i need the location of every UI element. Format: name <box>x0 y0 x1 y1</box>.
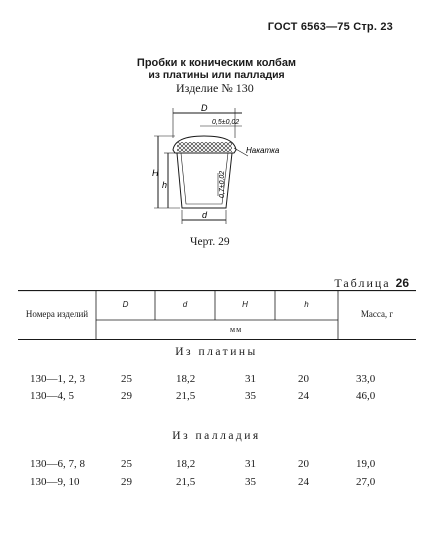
table-label-number: 26 <box>395 276 409 290</box>
cell-name: 130—6, 7, 8 <box>30 458 85 470</box>
cell-mass: 46,0 <box>356 390 376 402</box>
cell-mass: 33,0 <box>356 373 376 385</box>
label-h: h <box>162 180 168 190</box>
product-number: Изделие № 130 <box>176 81 254 95</box>
col-header-name: Номера изделий <box>25 309 89 319</box>
cell-mass: 19,0 <box>356 458 376 470</box>
cell-d: 18,2 <box>176 458 196 470</box>
knurl-pattern <box>177 142 232 152</box>
label-d: d <box>202 210 208 220</box>
cell-d: 21,5 <box>176 476 196 488</box>
table-label-word: Таблица <box>334 276 391 290</box>
label-D: D <box>201 103 208 113</box>
cell-mass: 27,0 <box>356 476 376 488</box>
label-H: H <box>152 168 159 178</box>
cell-h: 20 <box>298 458 309 470</box>
page-title-line2: из платины или палладия <box>148 69 285 81</box>
col-header-D: D <box>122 300 129 309</box>
table-row <box>0 390 433 403</box>
section-title-palladium: Из палладия <box>172 430 261 442</box>
cell-H: 35 <box>245 476 256 488</box>
page-header: ГОСТ 6563—75 Стр. 23 <box>267 21 393 33</box>
cell-H: 35 <box>245 390 256 402</box>
cell-d: 18,2 <box>176 373 196 385</box>
cell-D: 25 <box>121 373 132 385</box>
cell-h: 24 <box>298 476 309 488</box>
label-knurl: Накатка <box>246 146 280 155</box>
label-tolerance: 0,5±0,02 <box>212 119 240 126</box>
cell-h: 24 <box>298 390 309 402</box>
col-header-H: H <box>242 300 248 309</box>
cell-name: 130—1, 2, 3 <box>30 373 85 385</box>
cell-H: 31 <box>245 458 256 470</box>
table-label <box>334 276 409 291</box>
table-row <box>0 458 433 471</box>
stopper-drawing <box>130 98 300 238</box>
section-title-platinum: Из платины <box>175 346 258 358</box>
cell-D: 29 <box>121 390 132 402</box>
cell-D: 29 <box>121 476 132 488</box>
figure-caption: Черт. 29 <box>190 236 230 248</box>
table-row <box>0 476 433 489</box>
col-header-mass: Масса, г <box>360 309 394 319</box>
label-wall: 0,7±0,02 <box>219 170 226 198</box>
cell-H: 31 <box>245 373 256 385</box>
col-header-unit: мм <box>230 325 243 334</box>
table-row <box>0 373 433 386</box>
col-header-d: d <box>182 300 188 309</box>
cell-name: 130—4, 5 <box>30 390 74 402</box>
cell-h: 20 <box>298 373 309 385</box>
cell-d: 21,5 <box>176 390 196 402</box>
page-title: Пробки к коническим колбам <box>136 57 297 69</box>
table-header <box>18 290 416 340</box>
cell-name: 130—9, 10 <box>30 476 80 488</box>
col-header-h: h <box>304 300 309 309</box>
cell-D: 25 <box>121 458 132 470</box>
